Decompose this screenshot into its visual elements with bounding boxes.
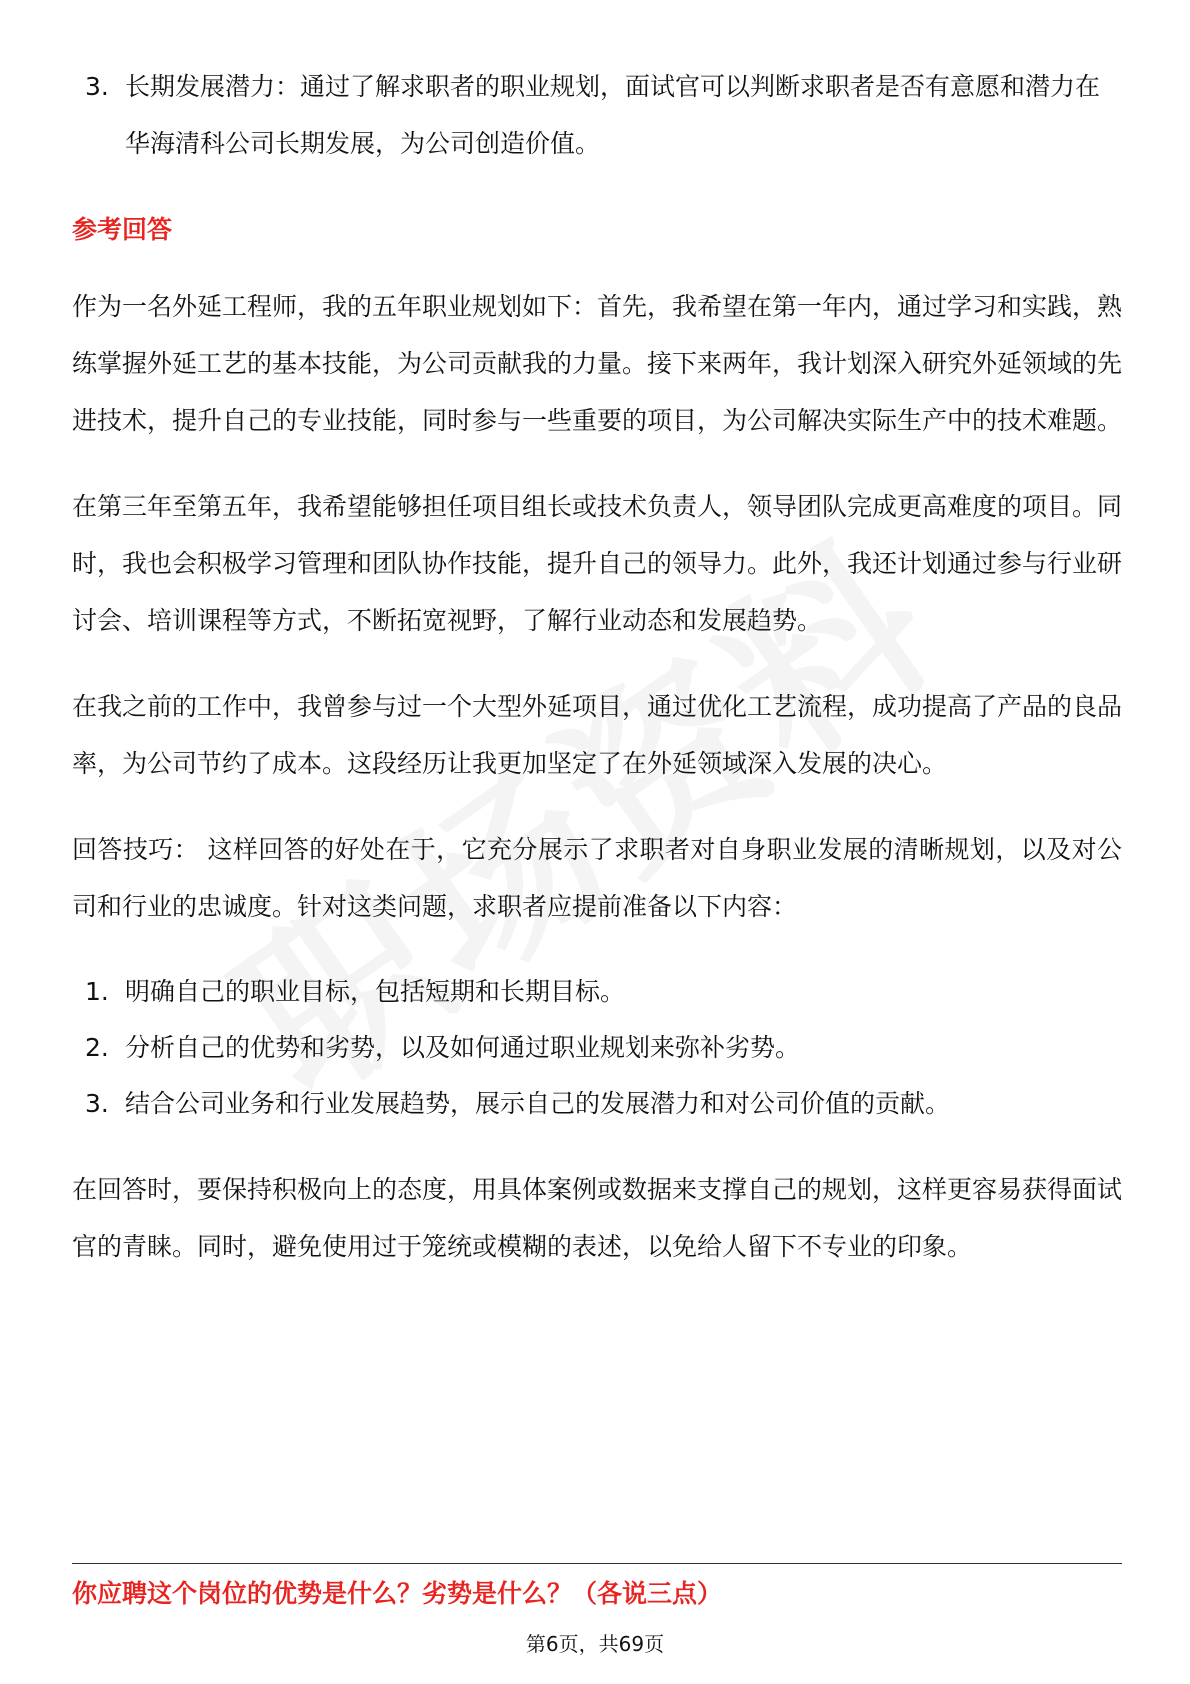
- list-item: [72, 964, 1122, 1020]
- answer-paragraph: 在第三年至第五年，我希望能够担任项目组长或技术负责人，领导团队完成更高难度的项目。同时，我也会积极学习管理和团队协作技能，提升自己的领导力。此外，我还计划通过参与行业研讨会、培训课程等方式，不断拓宽视野，了解行业动态和发展趋势。: [72, 492, 1123, 635]
- list-item-number: 1.: [85, 977, 109, 1006]
- tips-list: [72, 964, 1122, 1132]
- page-content: [72, 58, 1122, 1304]
- list-item-text: 结合公司业务和行业发展趋势，展示自己的发展潜力和对公司价值的贡献。: [125, 1089, 951, 1118]
- list-item-text: 分析自己的优势和劣势，以及如何通过职业规划来弥补劣势。: [125, 1033, 801, 1062]
- answer-paragraph: 在我之前的工作中，我曾参与过一个大型外延项目，通过优化工艺流程，成功提高了产品的良品率，为公司节约了成本。这段经历让我更加坚定了在外延领域深入发展的决心。: [72, 692, 1123, 778]
- list-item-number: 3.: [85, 1089, 109, 1118]
- list-item: [72, 1076, 1122, 1132]
- next-question-heading: 你应聘这个岗位的优势是什么？劣势是什么？（各说三点）: [72, 1579, 723, 1608]
- list-item-number: 2.: [85, 1033, 109, 1062]
- closing-paragraph: 在回答时，要保持积极向上的态度，用具体案例或数据来支撑自己的规划，这样更容易获得面试官的青睐。同时，避免使用过于笼统或模糊的表述，以免给人留下不专业的印象。: [72, 1175, 1123, 1261]
- list-item: [72, 58, 1122, 172]
- list-item-text: 长期发展潜力：通过了解求职者的职业规划，面试官可以判断求职者是否有意愿和潜力在华海清科公司长期发展，为公司创造价值。: [125, 72, 1101, 158]
- answer-tips-paragraph: 回答技巧： 这样回答的好处在于，它充分展示了求职者对自身职业发展的清晰规划，以及对公司和行业的忠诚度。针对这类问题，求职者应提前准备以下内容：: [72, 835, 1122, 921]
- section-divider: [72, 1563, 1122, 1564]
- page-number: 第6页，共69页: [525, 1632, 665, 1656]
- answer-paragraph: 作为一名外延工程师，我的五年职业规划如下：首先，我希望在第一年内，通过学习和实践，熟练掌握外延工艺的基本技能，为公司贡献我的力量。接下来两年，我计划深入研究外延领域的先进技术，提升自己的专业技能，同时参与一些重要的项目，为公司解决实际生产中的技术难题。: [72, 292, 1123, 435]
- list-item-text: 明确自己的职业目标，包括短期和长期目标。: [125, 977, 626, 1006]
- list-item: [72, 1020, 1122, 1076]
- reference-answer-heading: 参考回答: [72, 215, 173, 244]
- list-item-number: 3.: [85, 72, 109, 101]
- criteria-list: [72, 58, 1122, 172]
